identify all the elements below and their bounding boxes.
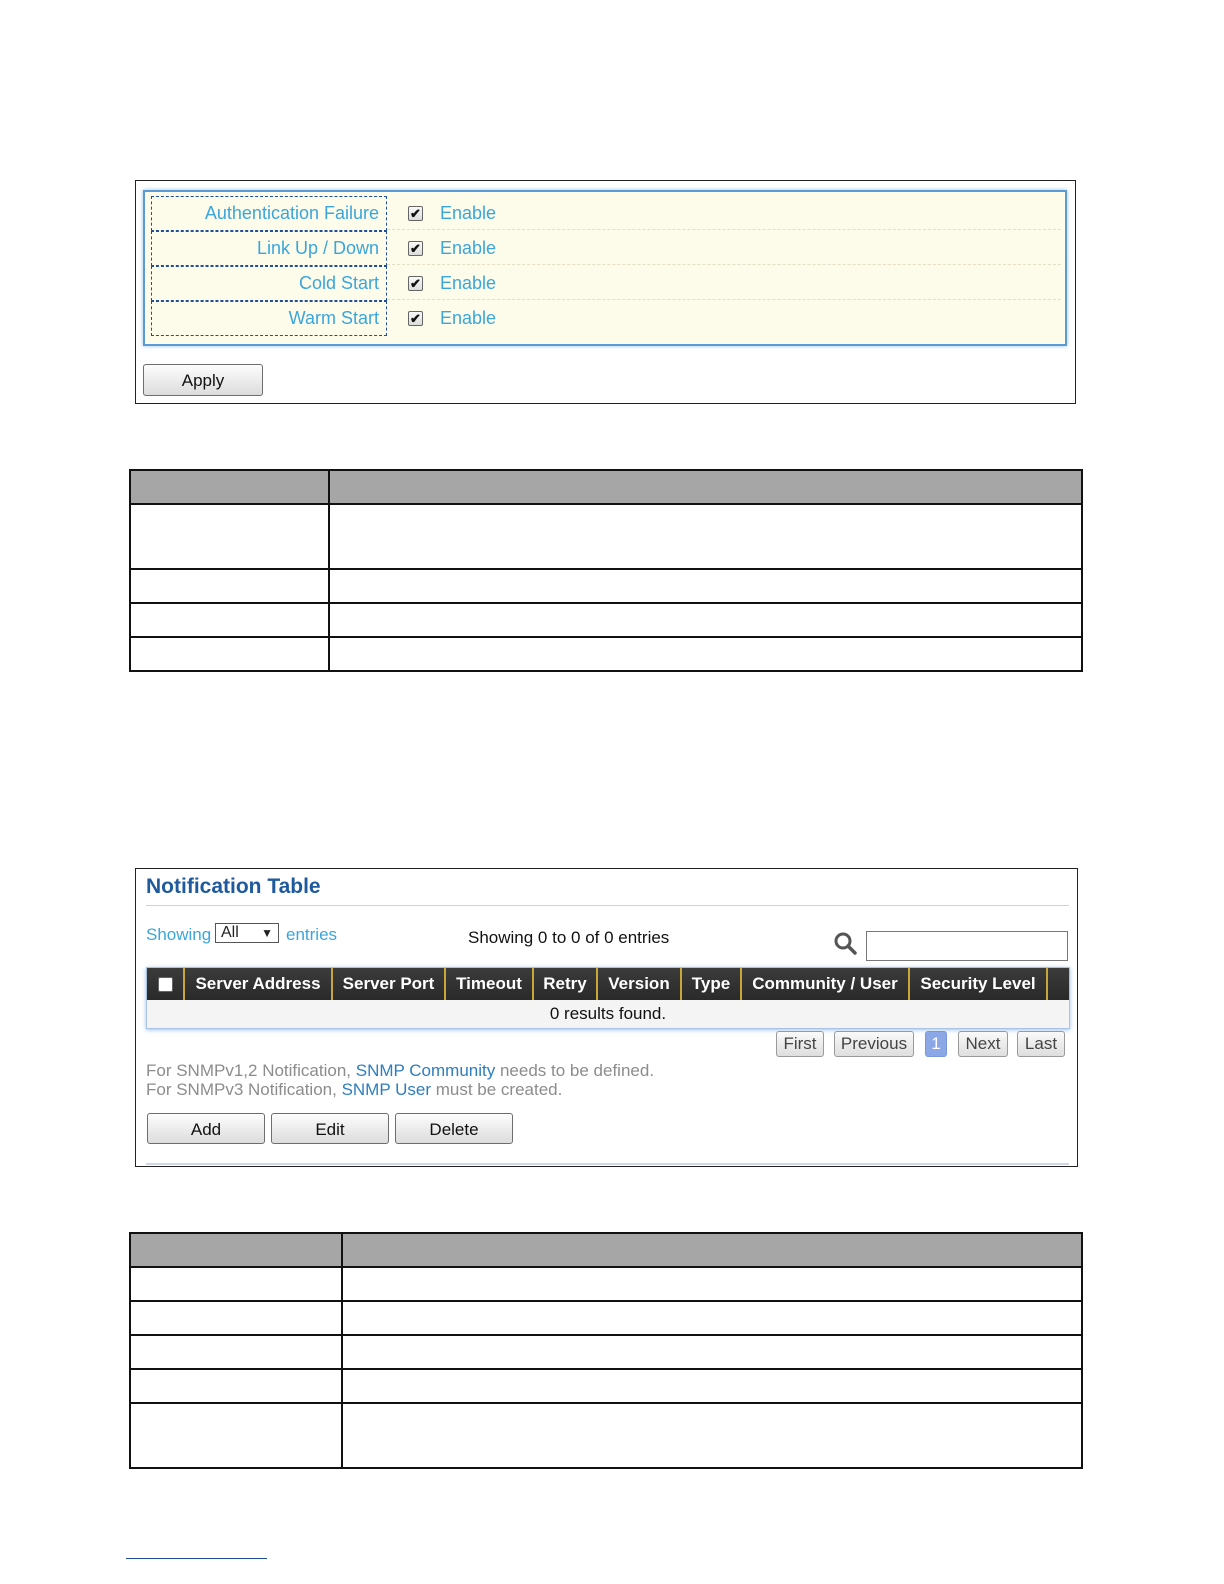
row-authentication-failure xyxy=(145,196,1065,231)
dropdown-arrow-icon: ▼ xyxy=(261,926,273,940)
link-up-down-enable-label: Enable xyxy=(440,238,497,258)
cold-start-checkbox[interactable]: ✔ xyxy=(408,276,423,291)
entries-select-value: All xyxy=(221,924,239,941)
trap-settings-form xyxy=(143,190,1067,346)
warm-start-enable-label: Enable xyxy=(440,308,497,328)
table-header-row xyxy=(130,1233,1082,1267)
apply-button[interactable]: Apply xyxy=(143,364,263,396)
table-row xyxy=(130,569,1082,603)
footer-rule xyxy=(126,1558,267,1559)
pagination-previous-button[interactable]: Previous xyxy=(834,1031,914,1057)
column-header-community-user[interactable]: Community / User xyxy=(742,968,910,1000)
delete-button[interactable]: Delete xyxy=(395,1113,513,1144)
trap-settings-panel xyxy=(135,180,1076,404)
column-header-version[interactable]: Version xyxy=(598,968,682,1000)
table-header-cell xyxy=(342,1233,1082,1267)
notification-description-table xyxy=(129,1232,1083,1469)
table-header-cell xyxy=(329,470,1082,504)
snmpv3-note: For SNMPv3 Notification, SNMP User must be created. xyxy=(146,1080,563,1099)
grid-header xyxy=(147,968,1069,1000)
table-row xyxy=(130,1403,1082,1468)
trap-settings-description-table xyxy=(129,469,1083,672)
table-header-cell xyxy=(130,1233,342,1267)
bottom-divider xyxy=(146,1163,1069,1165)
column-header-server-address[interactable]: Server Address xyxy=(185,968,333,1000)
edit-button[interactable]: Edit xyxy=(271,1113,389,1144)
column-header-retry[interactable]: Retry xyxy=(534,968,598,1000)
table-row xyxy=(130,1335,1082,1369)
row-warm-start xyxy=(145,301,1065,336)
showing-info: Showing 0 to 0 of 0 entries xyxy=(468,928,670,947)
pagination-first-button[interactable]: First xyxy=(776,1031,824,1057)
table-row xyxy=(130,603,1082,637)
table-row xyxy=(130,637,1082,671)
table-row xyxy=(130,1267,1082,1301)
add-button[interactable]: Add xyxy=(147,1113,265,1144)
table-row xyxy=(130,1369,1082,1403)
search-icon xyxy=(833,931,857,955)
warm-start-checkbox[interactable]: ✔ xyxy=(408,311,423,326)
entries-select[interactable] xyxy=(215,923,279,943)
column-header-server-port[interactable]: Server Port xyxy=(333,968,446,1000)
authentication-failure-checkbox[interactable]: ✔ xyxy=(408,206,423,221)
authentication-failure-enable-label: Enable xyxy=(440,203,497,223)
notification-grid xyxy=(146,967,1070,1029)
entries-label: entries xyxy=(286,925,338,944)
pagination-next-button[interactable]: Next xyxy=(958,1031,1008,1057)
row-link-up-down xyxy=(145,231,1065,266)
link-up-down-label: Link Up / Down xyxy=(151,231,387,266)
link-up-down-checkbox[interactable]: ✔ xyxy=(408,241,423,256)
table-row xyxy=(130,1301,1082,1335)
notification-table-panel xyxy=(135,868,1078,1167)
authentication-failure-label: Authentication Failure xyxy=(151,196,387,231)
pagination-last-button[interactable]: Last xyxy=(1017,1031,1065,1057)
column-header-security-level[interactable]: Security Level xyxy=(910,968,1048,1000)
select-all-checkbox[interactable] xyxy=(158,977,173,992)
cold-start-label: Cold Start xyxy=(151,266,387,301)
table-row xyxy=(130,504,1082,569)
search-input[interactable] xyxy=(866,931,1068,961)
table-header-row xyxy=(130,470,1082,504)
warm-start-label: Warm Start xyxy=(151,301,387,336)
showing-label: Showing xyxy=(146,925,212,944)
snmp-user-link[interactable]: SNMP User xyxy=(341,1080,431,1099)
panel-title: Notification Table xyxy=(146,875,321,898)
column-header-type[interactable]: Type xyxy=(682,968,742,1000)
row-cold-start xyxy=(145,266,1065,301)
snmpv12-note: For SNMPv1,2 Notification, SNMP Community needs to be defined. xyxy=(146,1061,655,1080)
table-header-cell xyxy=(130,470,329,504)
pagination-page-1[interactable]: 1 xyxy=(925,1031,947,1057)
empty-results-message: 0 results found. xyxy=(549,1004,667,1023)
column-header-timeout[interactable]: Timeout xyxy=(446,968,534,1000)
title-divider xyxy=(146,905,1069,906)
select-all-column xyxy=(147,968,185,1000)
snmp-community-link[interactable]: SNMP Community xyxy=(355,1061,496,1080)
cold-start-enable-label: Enable xyxy=(440,273,497,293)
